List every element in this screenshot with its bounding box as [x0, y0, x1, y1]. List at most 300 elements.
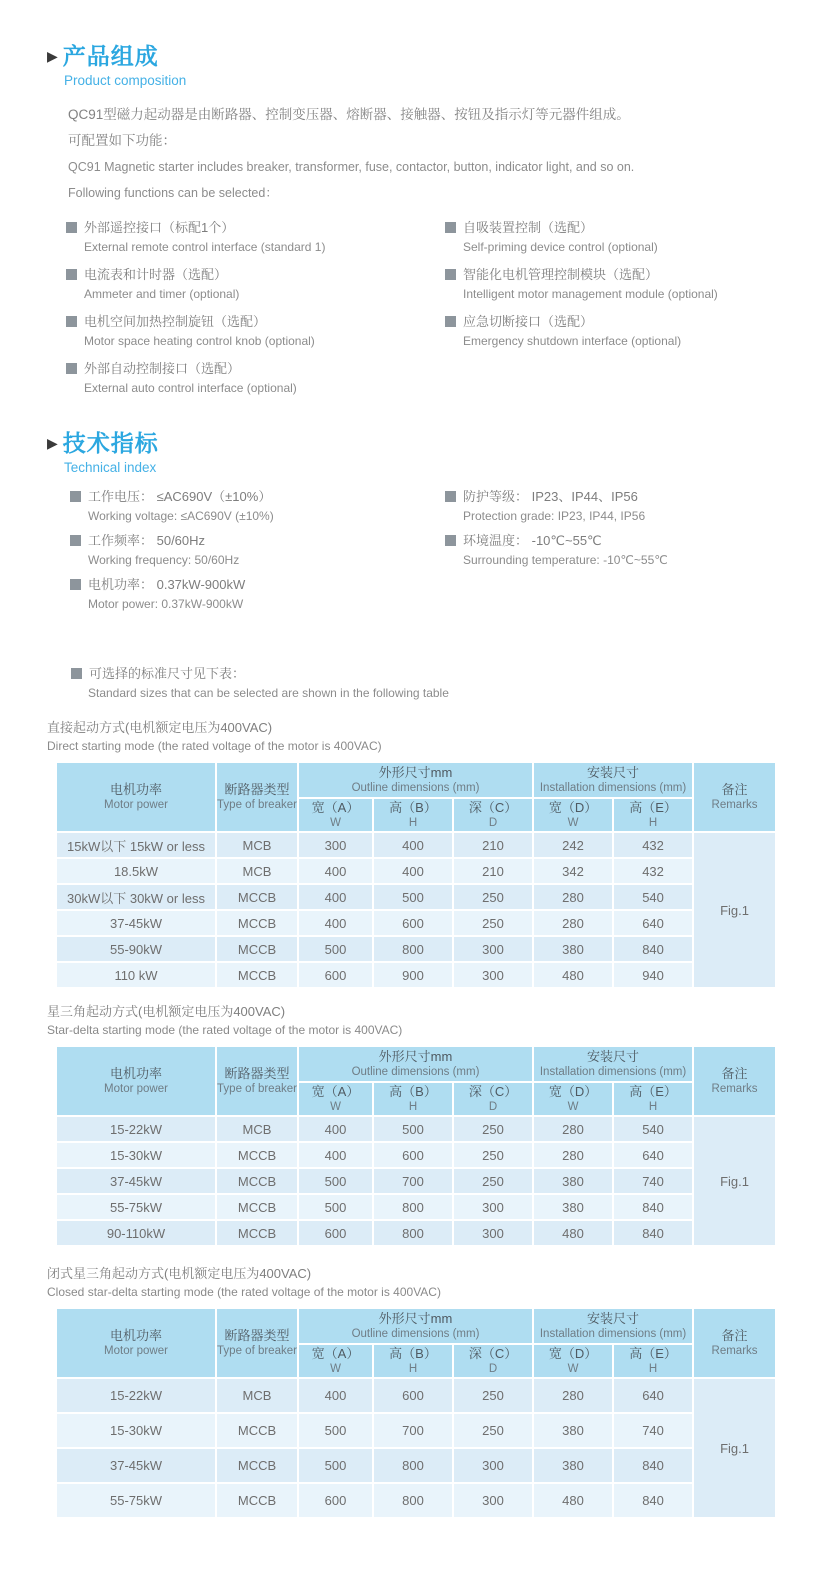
header-label-zh: 高（B）: [389, 800, 437, 815]
header-remarks: [693, 1308, 776, 1378]
list-item: [66, 358, 445, 397]
header-label-zh: 外形尺寸mm: [378, 1311, 453, 1326]
table-cell: 15kW以下 15kW or less: [56, 832, 216, 858]
list-item-text-zh: 自吸装置控制（选配）: [463, 220, 594, 235]
table-cell: 380: [533, 1448, 613, 1483]
table-cell: 840: [613, 936, 693, 962]
table-title-zh: 闭式星三角起动方式(电机额定电压为400VAC): [47, 1266, 312, 1281]
section-headline: [47, 425, 668, 458]
section-product-composition: [47, 38, 718, 405]
header-outline-dimensions: [298, 1308, 533, 1344]
table-cell: 250: [453, 1142, 533, 1168]
list-item-label-zh: [445, 486, 668, 507]
header-label-en: W: [567, 817, 579, 829]
table-cell: 700: [373, 1168, 453, 1194]
intro-line-en: QC91 Magnetic starter includes breaker, transformer, fuse, contactor, button, indicator light, and so on.: [68, 160, 635, 174]
header-label-en: D: [488, 817, 498, 829]
list-item-label-en: Emergency shutdown interface (optional): [463, 334, 682, 348]
header-label-zh: 备注: [721, 782, 748, 797]
table-row: [56, 1168, 776, 1194]
list-item-label-en: Surrounding temperature: -10℃~55℃: [463, 553, 668, 567]
table-cell: 432: [613, 858, 693, 884]
table-cell: 300: [298, 832, 373, 858]
header-label-en: Motor power: [104, 1345, 168, 1357]
list-item-label-zh: [70, 574, 445, 595]
list-item: [445, 264, 718, 303]
table-header: [56, 762, 776, 832]
table-cell: 380: [533, 1413, 613, 1448]
bullet-square-icon: [70, 491, 81, 502]
header-label-en: Remarks: [711, 1345, 758, 1357]
section-subtitle: Product composition: [64, 73, 187, 88]
header-label-en: W: [330, 817, 341, 829]
header-label-zh: 宽（A）: [311, 800, 360, 815]
table-row: [56, 832, 776, 858]
table-cell: 55-75kW: [56, 1483, 216, 1518]
list-item-label-zh: [445, 217, 718, 238]
table-cell: 280: [533, 884, 613, 910]
subheader-dimension: [613, 1082, 693, 1116]
bullet-square-icon: [445, 535, 456, 546]
table-cell: 30kW以下 30kW or less: [56, 884, 216, 910]
table-cell: 380: [533, 1168, 613, 1194]
list-item-label-zh: [445, 264, 718, 285]
table-cell: 300: [453, 1194, 533, 1220]
header-label-zh: 宽（A）: [311, 1084, 360, 1099]
list-item-label-en: External remote control interface (standard 1): [84, 240, 326, 254]
bullet-square-icon: [70, 535, 81, 546]
table-cell: 700: [373, 1413, 453, 1448]
section-headline: [47, 38, 718, 71]
table-row: [56, 1142, 776, 1168]
header-breaker-type: [216, 1046, 298, 1116]
table-cell: MCCB: [216, 1194, 298, 1220]
header-label-zh: 断路器类型: [224, 1066, 290, 1081]
table-header-row: [56, 1046, 776, 1082]
table-cell: 600: [373, 910, 453, 936]
list-item: [66, 311, 445, 350]
header-breaker-type: [216, 762, 298, 832]
intro-note-en: Following functions can be selected：: [68, 186, 278, 200]
table-cell: 250: [453, 1116, 533, 1142]
table-cell: 400: [298, 1142, 373, 1168]
subheader-dimension: [453, 798, 533, 832]
dimension-table: [55, 1307, 777, 1519]
list-item-label-zh: [70, 486, 445, 507]
table-cell: 250: [453, 910, 533, 936]
table-cell: 250: [453, 1378, 533, 1413]
table-cell: 400: [298, 884, 373, 910]
bullet-square-icon: [66, 363, 77, 374]
table-cell: 840: [613, 1194, 693, 1220]
list-item-text-zh: 智能化电机管理控制模块（选配）: [463, 267, 659, 282]
table-cell: 480: [533, 1220, 613, 1246]
table-cell: 800: [373, 1220, 453, 1246]
list-item-label-en: Working voltage: ≤AC690V (±10%): [88, 509, 274, 523]
header-breaker-type: [216, 1308, 298, 1378]
table-row: [56, 1194, 776, 1220]
header-label-en: Outline dimensions (mm): [351, 782, 480, 794]
table-title-en: Direct starting mode (the rated voltage of the motor is 400VAC): [47, 739, 382, 753]
table-cell: 400: [298, 910, 373, 936]
header-label-zh: 安装尺寸: [587, 765, 640, 780]
dimension-table: [55, 1045, 777, 1247]
header-label-en: H: [648, 1101, 658, 1113]
list-item-label-zh: [445, 311, 718, 332]
bullet-square-icon: [66, 316, 77, 327]
table-cell: 500: [373, 884, 453, 910]
header-label-zh: 深（C）: [468, 800, 518, 815]
header-label-en: D: [488, 1101, 498, 1113]
table-body: [56, 1116, 776, 1246]
section-arrow-icon: ▶: [47, 435, 58, 451]
remarks-cell: Fig.1: [693, 1116, 776, 1246]
table-title-en: Star-delta starting mode (the rated voltage of the motor is 400VAC): [47, 1023, 403, 1037]
header-label-en: Installation dimensions (mm): [539, 782, 687, 794]
header-label-en: H: [408, 1363, 418, 1375]
spec-columns: [47, 486, 668, 618]
table-row: [56, 1448, 776, 1483]
table-cell: 600: [298, 1483, 373, 1518]
header-outline-dimensions: [298, 762, 533, 798]
header-motor-power: [56, 1046, 216, 1116]
header-label-zh: 高（E）: [629, 1084, 677, 1099]
table-cell: 300: [453, 936, 533, 962]
header-remarks: [693, 1046, 776, 1116]
subheader-dimension: [298, 798, 373, 832]
list-item-label-zh: [66, 264, 445, 285]
header-label-zh: 安装尺寸: [587, 1311, 640, 1326]
header-label-en: Outline dimensions (mm): [351, 1328, 480, 1340]
table-cell: 300: [453, 1448, 533, 1483]
table-cell: 300: [453, 962, 533, 988]
header-label-en: Outline dimensions (mm): [351, 1066, 480, 1078]
table-cell: MCCB: [216, 1448, 298, 1483]
header-label-zh: 宽（A）: [311, 1346, 360, 1361]
dimension-table-block: [47, 1002, 777, 1247]
header-label-en: H: [408, 817, 418, 829]
feature-column-right: [445, 217, 718, 405]
header-label-en: Remarks: [711, 1083, 758, 1095]
table-cell: 800: [373, 936, 453, 962]
table-title-en: Closed star-delta starting mode (the rated voltage of the motor is 400VAC): [47, 1285, 441, 1299]
header-label-zh: 安装尺寸: [587, 1049, 640, 1064]
subheader-dimension: [613, 798, 693, 832]
header-label-en: Type of breaker: [217, 1083, 297, 1095]
header-label-zh: 高（B）: [389, 1346, 437, 1361]
list-item-text-zh: 外部自动控制接口（选配）: [84, 361, 241, 376]
table-cell: 210: [453, 858, 533, 884]
table-cell: 280: [533, 910, 613, 936]
table-cell: 480: [533, 1483, 613, 1518]
table-row: [56, 962, 776, 988]
table-cell: MCCB: [216, 1413, 298, 1448]
table-cell: 242: [533, 832, 613, 858]
list-item-label-en: Motor power: 0.37kW-900kW: [88, 597, 244, 611]
header-label-en: W: [567, 1101, 579, 1113]
header-label-en: Type of breaker: [217, 1345, 297, 1357]
table-cell: 90-110kW: [56, 1220, 216, 1246]
table-cell: 540: [613, 884, 693, 910]
table-cell: 280: [533, 1142, 613, 1168]
table-cell: MCCB: [216, 884, 298, 910]
table-row: [56, 1220, 776, 1246]
header-label-zh: 宽（D）: [548, 1346, 598, 1361]
header-installation-dimensions: [533, 1046, 693, 1082]
dimension-table-block: [47, 1264, 777, 1519]
table-cell: 37-45kW: [56, 1168, 216, 1194]
header-label-en: H: [648, 817, 658, 829]
table-cell: 540: [613, 1116, 693, 1142]
subheader-dimension: [453, 1344, 533, 1378]
header-remarks: [693, 762, 776, 832]
intro-paragraphs: [68, 102, 718, 206]
header-label-zh: 高（E）: [629, 1346, 677, 1361]
header-installation-dimensions: [533, 762, 693, 798]
header-label-en: Type of breaker: [217, 799, 297, 811]
table-header: [56, 1308, 776, 1378]
table-cell: 110 kW: [56, 962, 216, 988]
table-cell: 900: [373, 962, 453, 988]
header-installation-dimensions: [533, 1308, 693, 1344]
table-cell: 500: [298, 1448, 373, 1483]
table-cell: 342: [533, 858, 613, 884]
table-cell: 400: [298, 858, 373, 884]
sizes-note-zh: 可选择的标准尺寸见下表：: [71, 663, 449, 684]
table-cell: 250: [453, 1413, 533, 1448]
table-title-zh: 直接起动方式(电机额定电压为400VAC): [47, 720, 273, 735]
header-label-zh: 深（C）: [468, 1084, 518, 1099]
table-cell: 500: [298, 1168, 373, 1194]
list-item: [70, 530, 445, 569]
table-cell: 840: [613, 1448, 693, 1483]
table-cell: 55-75kW: [56, 1194, 216, 1220]
table-cell: 250: [453, 884, 533, 910]
header-label-zh: 电机功率: [109, 1328, 162, 1343]
table-cell: 400: [373, 832, 453, 858]
table-header: [56, 1046, 776, 1116]
list-item-text-zh: 防护等级： IP23、IP44、IP56: [463, 489, 638, 504]
section-arrow-icon: ▶: [47, 48, 58, 64]
header-label-en: D: [488, 1363, 498, 1375]
table-cell: 210: [453, 832, 533, 858]
list-item-label-zh: [66, 358, 445, 379]
list-item-label-zh: [66, 311, 445, 332]
table-cell: 800: [373, 1194, 453, 1220]
table-cell: 37-45kW: [56, 1448, 216, 1483]
table-row: [56, 910, 776, 936]
table-cell: MCB: [216, 858, 298, 884]
subheader-dimension: [298, 1082, 373, 1116]
table-cell: MCCB: [216, 910, 298, 936]
table-cell: MCCB: [216, 1483, 298, 1518]
table-cell: 280: [533, 1378, 613, 1413]
table-cell: 500: [373, 1116, 453, 1142]
table-cell: 600: [373, 1142, 453, 1168]
list-item: [66, 217, 445, 256]
header-label-en: Remarks: [711, 799, 758, 811]
bullet-square-icon: [445, 316, 456, 327]
list-item-text-zh: 工作频率： 50/60Hz: [88, 533, 206, 548]
table-cell: 840: [613, 1483, 693, 1518]
dimension-table: [55, 761, 777, 989]
table-cell: 432: [613, 832, 693, 858]
table-cell: 280: [533, 1116, 613, 1142]
header-outline-dimensions: [298, 1046, 533, 1082]
header-label-zh: 宽（D）: [548, 800, 598, 815]
table-row: [56, 858, 776, 884]
bullet-square-icon: [445, 222, 456, 233]
table-cell: 740: [613, 1413, 693, 1448]
table-cell: 500: [298, 1413, 373, 1448]
header-label-en: Motor power: [104, 799, 168, 811]
list-item: [445, 486, 668, 525]
list-item-text-zh: 外部遥控接口（标配1个）: [84, 220, 235, 235]
table-cell: 640: [613, 910, 693, 936]
table-cell: 18.5kW: [56, 858, 216, 884]
table-row: [56, 1413, 776, 1448]
list-item-label-en: Working frequency: 50/60Hz: [88, 553, 240, 567]
header-label-zh: 断路器类型: [224, 782, 290, 797]
table-cell: 600: [298, 962, 373, 988]
table-cell: 400: [298, 1378, 373, 1413]
table-cell: 800: [373, 1483, 453, 1518]
table-cell: 800: [373, 1448, 453, 1483]
header-label-en: Installation dimensions (mm): [539, 1328, 687, 1340]
remarks-cell: Fig.1: [693, 832, 776, 988]
feature-columns: [47, 217, 718, 405]
header-label-zh: 高（B）: [389, 1084, 437, 1099]
table-row: [56, 1483, 776, 1518]
table-cell: 15-30kW: [56, 1142, 216, 1168]
table-cell: MCCB: [216, 1142, 298, 1168]
table-cell: MCCB: [216, 936, 298, 962]
intro-note-zh: 可配置如下功能：: [68, 133, 176, 148]
table-row: [56, 936, 776, 962]
subheader-dimension: [373, 798, 453, 832]
header-label-en: W: [567, 1363, 579, 1375]
list-item: [445, 530, 668, 569]
list-item-text-zh: 应急切断接口（选配）: [463, 314, 594, 329]
list-item-label-zh: [70, 530, 445, 551]
intro-line-zh: QC91型磁力起动器是由断路器、控制变压器、熔断器、接触器、按钮及指示灯等元器件组成。: [68, 107, 630, 122]
table-cell: 250: [453, 1168, 533, 1194]
table-cell: 15-22kW: [56, 1116, 216, 1142]
subheader-dimension: [533, 798, 613, 832]
header-label-zh: 深（C）: [468, 1346, 518, 1361]
list-item-text-zh: 电流表和计时器（选配）: [84, 267, 228, 282]
list-item-text-zh: 电机功率： 0.37kW-900kW: [88, 577, 246, 592]
table-cell: MCB: [216, 1116, 298, 1142]
header-label-en: W: [330, 1363, 341, 1375]
dimension-table-block: [47, 718, 777, 989]
bullet-square-icon: [71, 668, 82, 679]
table-row: [56, 884, 776, 910]
table-body: [56, 1378, 776, 1518]
table-cell: 400: [298, 1116, 373, 1142]
table-cell: 380: [533, 936, 613, 962]
section-title: 产品组成: [62, 43, 159, 69]
table-cell: MCCB: [216, 1220, 298, 1246]
table-header-row: [56, 762, 776, 798]
table-title-zh: 星三角起动方式(电机额定电压为400VAC): [47, 1004, 286, 1019]
table-cell: 500: [298, 936, 373, 962]
header-label-zh: 备注: [721, 1066, 748, 1081]
header-label-zh: 断路器类型: [224, 1328, 290, 1343]
list-item-text-zh: 环境温度： -10℃~55℃: [463, 533, 602, 548]
list-item-text-zh: 电机空间加热控制旋钮（选配）: [84, 314, 267, 329]
section-title: 技术指标: [62, 430, 159, 456]
table-cell: MCB: [216, 1378, 298, 1413]
list-item-label-en: Self-priming device control (optional): [463, 240, 658, 254]
section-technical-index: [47, 425, 668, 618]
list-item: [70, 574, 445, 613]
table-header-row: [56, 1308, 776, 1344]
list-item: [445, 311, 718, 350]
bullet-square-icon: [70, 579, 81, 590]
spec-column-left: [70, 486, 445, 618]
remarks-cell: Fig.1: [693, 1378, 776, 1518]
table-cell: 380: [533, 1194, 613, 1220]
list-item-label-zh: [66, 217, 445, 238]
table-cell: 600: [298, 1220, 373, 1246]
list-item-label-en: Intelligent motor management module (optional): [463, 287, 718, 301]
table-row: [56, 1378, 776, 1413]
table-cell: MCCB: [216, 1168, 298, 1194]
list-item: [70, 486, 445, 525]
header-label-en: W: [330, 1101, 341, 1113]
table-cell: 640: [613, 1142, 693, 1168]
table-row: [56, 1116, 776, 1142]
header-label-en: H: [408, 1101, 418, 1113]
header-label-zh: 电机功率: [109, 782, 162, 797]
table-cell: 840: [613, 1220, 693, 1246]
table-cell: 480: [533, 962, 613, 988]
spec-column-right: [445, 486, 668, 618]
header-motor-power: [56, 1308, 216, 1378]
header-label-zh: 备注: [721, 1328, 748, 1343]
table-cell: 37-45kW: [56, 910, 216, 936]
table-cell: 400: [373, 858, 453, 884]
section-subtitle: Technical index: [64, 460, 157, 475]
table-body: [56, 832, 776, 988]
list-item-label-en: External auto control interface (optional): [84, 381, 297, 395]
bullet-square-icon: [66, 222, 77, 233]
list-item-text-zh: 工作电压： ≤AC690V（±10%）: [88, 489, 272, 504]
subheader-dimension: [373, 1344, 453, 1378]
feature-column-left: [66, 217, 445, 405]
list-item-label-zh: [445, 530, 668, 551]
header-label-en: Motor power: [104, 1083, 168, 1095]
header-label-zh: 外形尺寸mm: [378, 1049, 453, 1064]
table-cell: 640: [613, 1378, 693, 1413]
list-item: [66, 264, 445, 303]
subheader-dimension: [533, 1344, 613, 1378]
header-label-zh: 电机功率: [109, 1066, 162, 1081]
list-item-label-en: Motor space heating control knob (optional): [84, 334, 315, 348]
table-cell: 15-30kW: [56, 1413, 216, 1448]
table-cell: 300: [453, 1483, 533, 1518]
header-label-zh: 高（E）: [629, 800, 677, 815]
list-item: [445, 217, 718, 256]
subheader-dimension: [453, 1082, 533, 1116]
sizes-note: [71, 663, 449, 703]
table-cell: 55-90kW: [56, 936, 216, 962]
table-cell: 15-22kW: [56, 1378, 216, 1413]
header-label-en: H: [648, 1363, 658, 1375]
table-cell: MCB: [216, 832, 298, 858]
subheader-dimension: [533, 1082, 613, 1116]
